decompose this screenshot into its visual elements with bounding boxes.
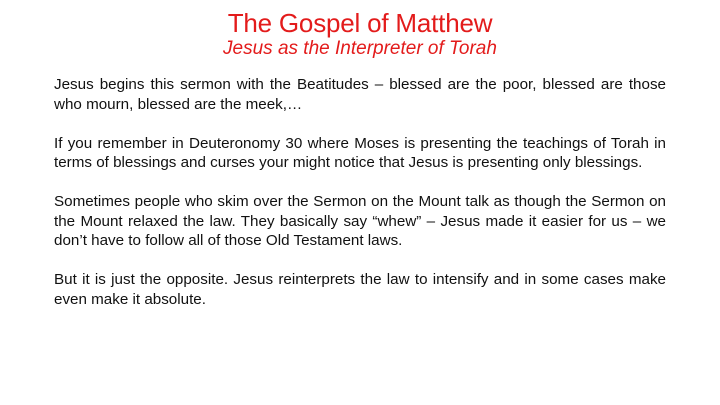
slide-subtitle: Jesus as the Interpreter of Torah: [223, 38, 497, 59]
paragraph-opposite: But it is just the opposite. Jesus reinterprets the law to intensify and in some cases make even make it absolute.: [54, 271, 666, 308]
slide-body: [54, 75, 666, 329]
title-block: [0, 8, 720, 60]
paragraph-beatitudes: Jesus begins this sermon with the Beatitudes – blessed are the poor, blessed are those who mourn, blessed are the meek,…: [54, 76, 666, 113]
slide-title: The Gospel of Matthew: [227, 8, 493, 38]
paragraph-sermon-misreading: Sometimes people who skim over the Sermon on the Mount talk as though the Sermon on the Mount relaxed the law. They basically say “whew” – Jesus made it easier for us – we don’t have to follow all of those Old Testament laws.: [54, 193, 666, 249]
paragraph-deuteronomy: If you remember in Deuteronomy 30 where Moses is presenting the teachings of Torah in terms of blessings and curses your might notice that Jesus is presenting only blessings.: [54, 134, 666, 171]
